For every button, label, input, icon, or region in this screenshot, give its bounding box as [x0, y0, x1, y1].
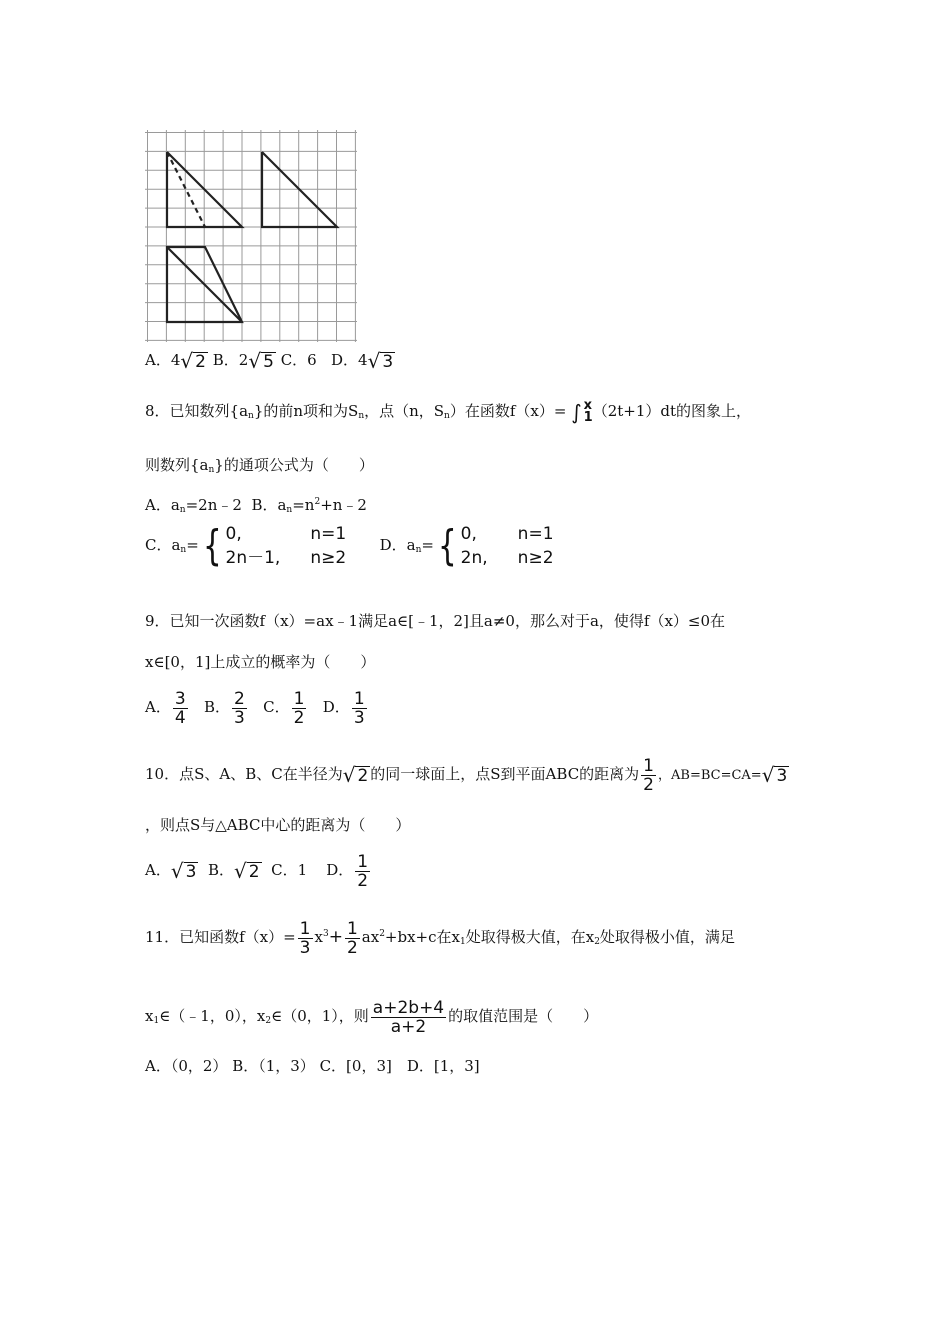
q10-options: A． √ 3 B． √ 2 C．1 D． $\frac{1}{2}$ [145, 851, 369, 891]
q9-stem: 9．已知一次函数f（x）=ax﹣1满足a∈[﹣1，2]且a≠0，那么对于a，使得f（x）≤0在 [145, 612, 726, 630]
q10-stem: 10．点S、A、B、C在半径为 √ 2 的同一球面上，点S到平面ABC的距离为 $\frac{1}{2}$ ，AB=BC=CA= √ 3 [145, 755, 788, 795]
sqrt-symbol: √ 3 [367, 349, 394, 373]
q8-stem-line2: 则数列$\{a_n\}$的通项公式为（ ） [145, 456, 374, 475]
q7-options [145, 350, 395, 371]
q10-option-d: D． [326, 861, 354, 879]
q11-stem: 11．已知函数f（x）= $\frac{1}{3}$ $x^3+$ $\frac{1}{2}$ $ax^2+bx+c$在$x_1$处取得极大值，在$x_2$处取得极小值，满足 [145, 918, 735, 958]
q8-stem: 8．已知数列$\{a_n\}$的前n项和为$S_n$，点（n，$S_n$）在函数f（x）= ∫ x 1 （2t+1）dt的图象上， [145, 398, 752, 425]
sqrt-symbol: √ 5 [248, 349, 274, 373]
three-view-grid-figure [145, 130, 360, 345]
q10-option-a: A． [145, 861, 171, 879]
q11-options: A．（0，2） B．（1，3） C．[0，3] D．[1，3] [145, 1057, 480, 1075]
q11-stem-line2: $x_1\in(﹣1$，0），$x_2\in(0$，1），则 $\frac{a+2b+4}{a+2}$ 的取值范围是（ ） [145, 997, 599, 1037]
q8-option-b: B．a [251, 496, 287, 514]
q10-stem-line2: ，则点S与△ABC中心的距离为（ ） [145, 816, 411, 834]
q8-options-ab: A．$a_n=2n﹣2$ B．$a_n=n^2+n﹣2$ [145, 496, 367, 515]
q9-option-a: A． [145, 698, 171, 716]
q8-option-c: C．$a_n=$ [145, 536, 199, 555]
q9-option-d: D． [322, 698, 350, 716]
integral-sign: ∫ x 1 [571, 398, 593, 425]
q9-option-b: B． [203, 698, 231, 716]
q7-option-b: B．2 [212, 351, 249, 369]
piecewise-d: { 0, n=1 2n, n≥2 [437, 521, 554, 570]
q9-stem-line2: x∈[0，1]上成立的概率为（ ） [145, 653, 376, 671]
q7-option-c: C．6 [280, 351, 317, 369]
piecewise-c: { 0, n=1 2n－1, n≥2 [202, 521, 347, 570]
q8-options-cd [145, 522, 554, 573]
q10-option-c: C．1 [271, 861, 308, 879]
q9-options: A． $\frac{3}{4}$ B． $\frac{2}{3}$ C． $\frac{1}{2}$ D． $\frac{1}{3}$ [145, 688, 365, 728]
q7-option-d: D．4 [331, 351, 368, 369]
sqrt-symbol: √ 2 [180, 349, 206, 373]
q10-option-b: B． [207, 861, 234, 879]
q9-option-c: C． [263, 698, 290, 716]
q8-option-a: A．a [145, 496, 180, 514]
q7-option-a: A．4 [145, 351, 181, 369]
q8-option-d: D．$a_n=$ [379, 536, 434, 555]
